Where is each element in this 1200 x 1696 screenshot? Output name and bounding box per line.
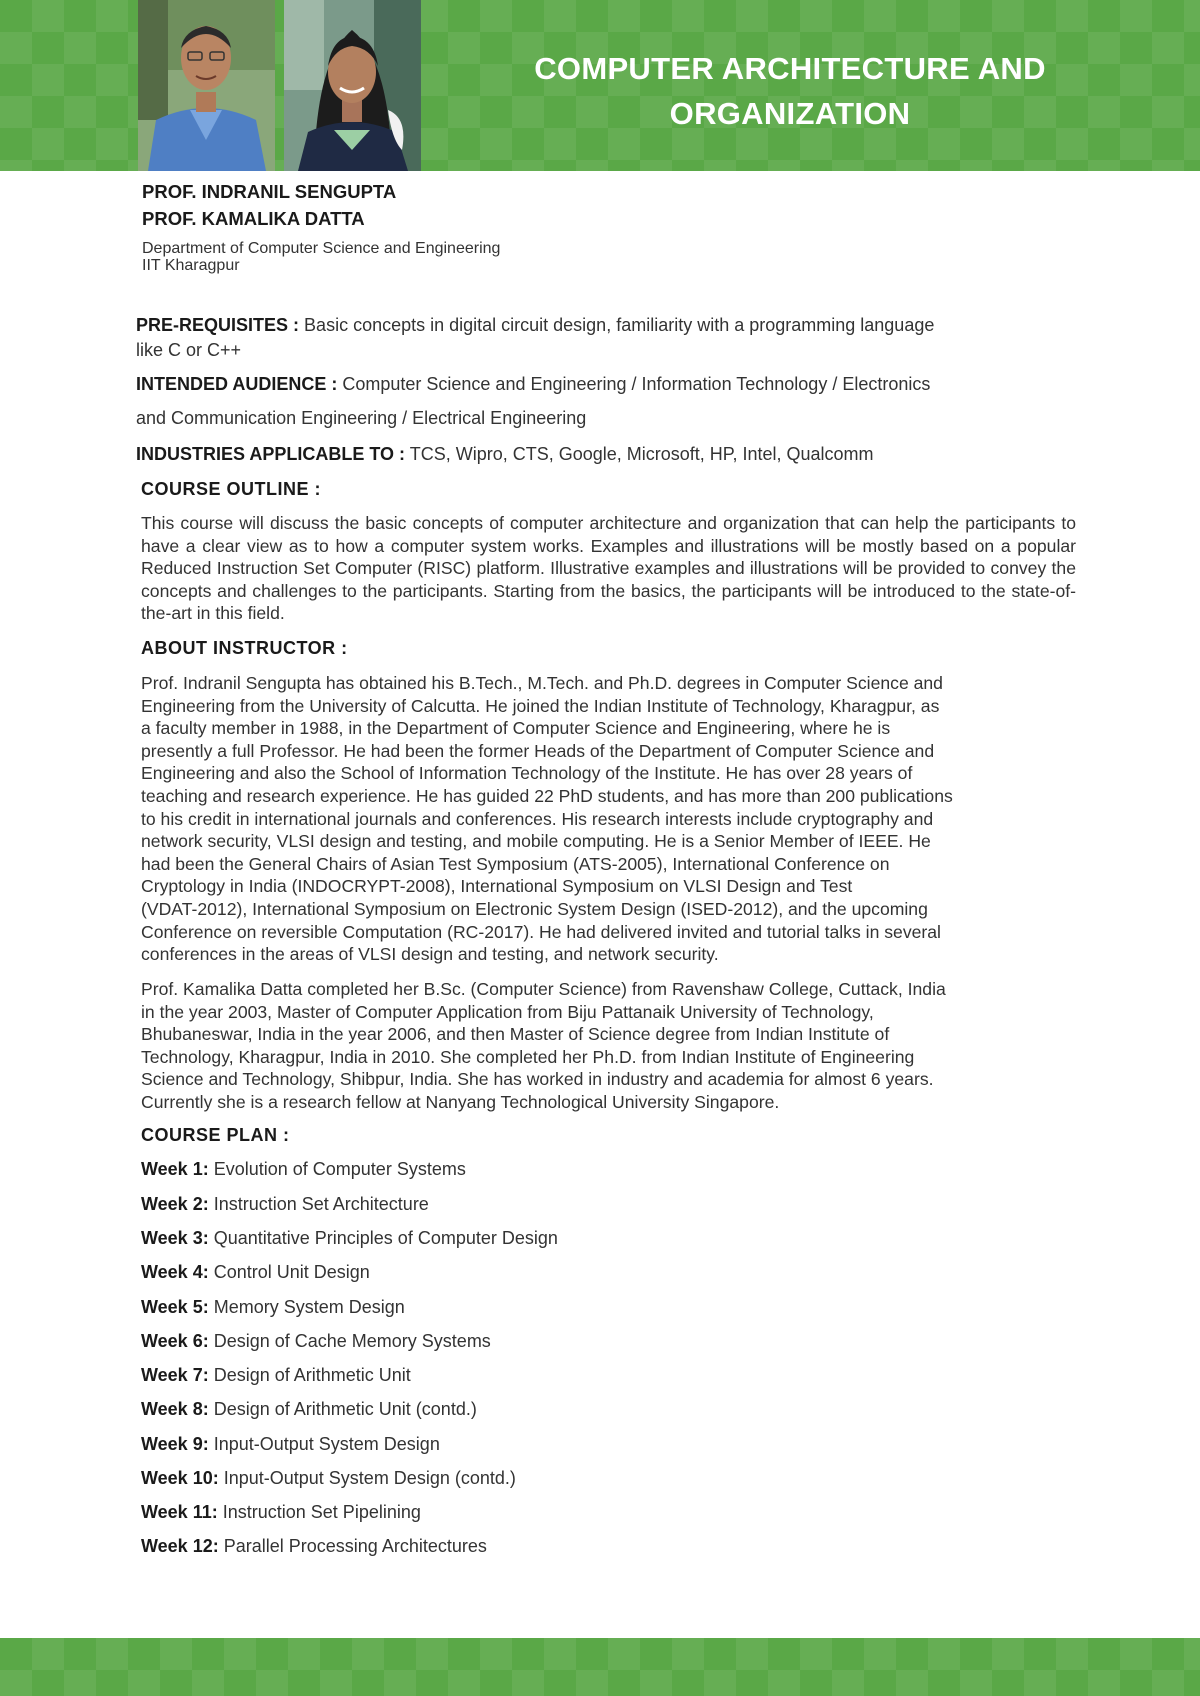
week-label: Week 10: xyxy=(141,1468,219,1488)
audience-label: INTENDED AUDIENCE : xyxy=(136,374,338,394)
week-topic: Design of Arithmetic Unit xyxy=(213,1365,411,1385)
prerequisites-line xyxy=(136,315,1066,336)
week-topic: Instruction Set Architecture xyxy=(213,1194,429,1214)
week-topic: Design of Cache Memory Systems xyxy=(213,1331,491,1351)
course-title-line-2: ORGANIZATION xyxy=(669,96,911,131)
week-item xyxy=(141,1159,466,1180)
bio-2-line: Bhubaneswar, India in the year 2006, and then Master of Science degree from Indian Institute of xyxy=(141,1024,890,1045)
week-label: Week 12: xyxy=(141,1536,219,1556)
instructor-photo-1 xyxy=(138,0,275,171)
week-topic: Evolution of Computer Systems xyxy=(213,1159,466,1179)
bio-1-line: a faculty member in 1988, in the Department of Computer Science and Engineering, where he is xyxy=(141,718,891,739)
audience-text-2: and Communication Engineering / Electrical Engineering xyxy=(136,408,587,428)
bio-1-line: conferences in the areas of VLSI design and testing, and network security. xyxy=(141,944,719,965)
week-topic: Design of Arithmetic Unit (contd.) xyxy=(213,1399,477,1419)
bio-2-line: Currently she is a research fellow at Nanyang Technological University Singapore. xyxy=(141,1091,780,1112)
week-topic: Input-Output System Design (contd.) xyxy=(223,1468,516,1488)
week-item xyxy=(141,1536,487,1557)
bio-2-line: Science and Technology, Shibpur, India. She has worked in industry and academia for almost 6 years. xyxy=(141,1069,934,1090)
instructor-name-1: PROF. INDRANIL SENGUPTA xyxy=(142,181,397,202)
industries-label: INDUSTRIES APPLICABLE TO : xyxy=(136,444,406,464)
week-topic: Memory System Design xyxy=(213,1297,405,1317)
week-topic: Control Unit Design xyxy=(213,1262,370,1282)
week-topic: Instruction Set Pipelining xyxy=(222,1502,421,1522)
week-label: Week 2: xyxy=(141,1194,209,1214)
bio-2-line: Prof. Kamalika Datta completed her B.Sc. (Computer Science) from Ravenshaw College, Cuttack, India xyxy=(141,979,946,999)
bio-1-line: Prof. Indranil Sengupta has obtained his B.Tech., M.Tech. and Ph.D. degrees in Computer Science and xyxy=(141,673,943,693)
course-outline-text: This course will discuss the basic concepts of computer architecture and organization that can help the participants to have a clear view as to how a computer system works. Examples and illustrations will be mostly based on a popular Reduced Instruction Set Computer (RISC) platform. Illustrative examples and illustrations will be provided to convey the concepts and challenges to the participants. Starting from the basics, the participants will be introduced to the state-of-the-art in this field. xyxy=(141,513,1076,624)
week-label: Week 3: xyxy=(141,1228,209,1248)
week-item xyxy=(141,1365,411,1386)
course-title xyxy=(470,46,1110,136)
week-label: Week 8: xyxy=(141,1399,209,1419)
week-topic: Quantitative Principles of Computer Design xyxy=(213,1228,558,1248)
week-item xyxy=(141,1434,440,1455)
about-instructor-heading: ABOUT INSTRUCTOR : xyxy=(141,638,348,658)
bio-2-line: Technology, Kharagpur, India in 2010. She completed her Ph.D. from Indian Institute of Engineering xyxy=(141,1046,915,1067)
week-item xyxy=(141,1194,429,1215)
bio-1-line: Engineering and also the School of Information Technology of the Institute. He has over 28 years of xyxy=(141,763,913,784)
week-label: Week 9: xyxy=(141,1434,209,1454)
bio-1-line: Cryptology in India (INDOCRYPT-2008), International Symposium on VLSI Design and Test xyxy=(141,876,853,897)
audience-text: Computer Science and Engineering / Information Technology / Electronics xyxy=(342,374,931,394)
industries-line xyxy=(136,444,1066,465)
week-item xyxy=(141,1297,405,1318)
course-title-line-1: COMPUTER ARCHITECTURE AND xyxy=(534,51,1046,86)
week-item xyxy=(141,1399,477,1420)
bio-2-line: in the year 2003, Master of Computer Application from Biju Pattanaik University of Technology, xyxy=(141,1001,874,1022)
department: Department of Computer Science and Engineering xyxy=(142,240,501,257)
prerequisites-text: Basic concepts in digital circuit design, familiarity with a programming language xyxy=(304,315,935,335)
week-item xyxy=(141,1228,558,1249)
bio-1-line: had been the General Chairs of Asian Test Symposium (ATS-2005), International Conference on xyxy=(141,853,890,874)
bio-1-line: network security, VLSI design and testing, and mobile computing. He is a Senior Member of IEEE. He xyxy=(141,831,931,852)
week-label: Week 6: xyxy=(141,1331,209,1351)
course-plan-heading: COURSE PLAN : xyxy=(141,1125,290,1145)
week-item xyxy=(141,1468,516,1489)
bio-1-line: Engineering from the University of Calcutta. He joined the Indian Institute of Technology, Kharagpur, as xyxy=(141,695,940,716)
bio-1-line: teaching and research experience. He has guided 22 PhD students, and has more than 200 publications xyxy=(141,785,953,806)
footer-banner xyxy=(0,1638,1200,1696)
week-label: Week 4: xyxy=(141,1262,209,1282)
bio-1-line: to his credit in international journals and conferences. His research interests include cryptography and xyxy=(141,808,934,829)
instructor-bio-1 xyxy=(141,672,1076,966)
instructor-name-2: PROF. KAMALIKA DATTA xyxy=(142,208,365,229)
week-label: Week 11: xyxy=(141,1502,218,1522)
week-item xyxy=(141,1262,370,1283)
audience-line xyxy=(136,374,1066,395)
week-label: Week 7: xyxy=(141,1365,209,1385)
week-item xyxy=(141,1502,421,1523)
bio-1-line: (VDAT-2012), International Symposium on Electronic System Design (ISED-2012), and the upcoming xyxy=(141,898,928,919)
prerequisites-label: PRE-REQUISITES : xyxy=(136,315,300,335)
instructor-bio-2 xyxy=(141,978,1076,1114)
week-item xyxy=(141,1331,491,1352)
instructor-photo-2 xyxy=(284,0,421,171)
week-label: Week 5: xyxy=(141,1297,209,1317)
industries-text: TCS, Wipro, CTS, Google, Microsoft, HP, Intel, Qualcomm xyxy=(409,444,874,464)
institute: IIT Kharagpur xyxy=(142,257,240,274)
course-outline-heading: COURSE OUTLINE : xyxy=(141,479,322,499)
week-label: Week 1: xyxy=(141,1159,209,1179)
week-topic: Input-Output System Design xyxy=(213,1434,440,1454)
bio-1-line: Conference on reversible Computation (RC-2017). He had delivered invited and tutorial talks in several xyxy=(141,921,941,942)
bio-1-line: presently a full Professor. He had been the former Heads of the Department of Computer Science and xyxy=(141,740,935,761)
prerequisites-text-2: like C or C++ xyxy=(136,340,242,360)
week-topic: Parallel Processing Architectures xyxy=(223,1536,487,1556)
